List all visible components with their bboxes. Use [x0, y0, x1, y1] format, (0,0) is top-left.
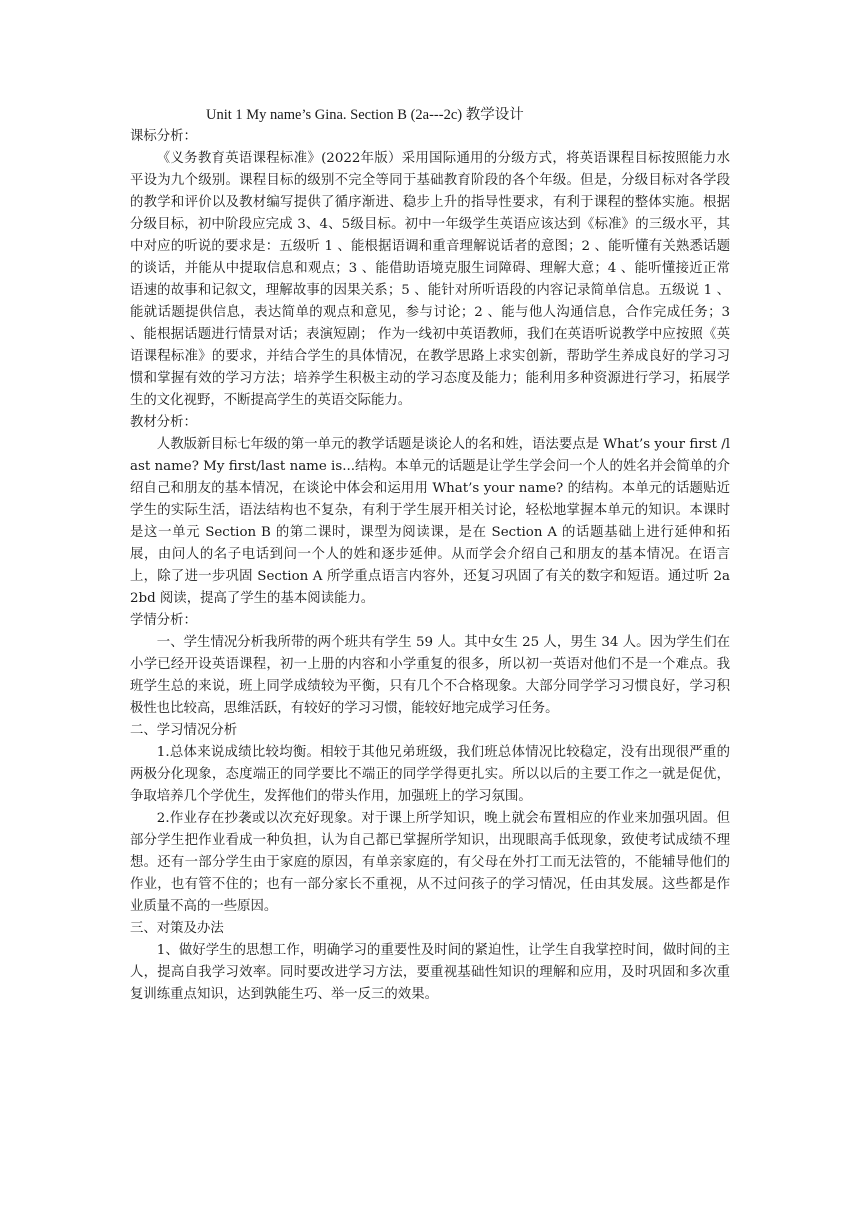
section-heading: 三、对策及办法: [130, 921, 224, 936]
section-student-analysis: [130, 610, 730, 720]
section-learning-situation: [130, 720, 730, 918]
paragraph: 《义务教育英语课程标准》(2022年版）采用国际通用的分级方式，将英语课程目标按照能力水平设为九个级别。课程目标的级别不完全等同于基础教育阶段的各个年级。但是，分级目标对各学段的教学和评价以及教材编写提供了循序渐进、稳步上升的指导性要求，有利于课程的整体实施。根据分级目标，初中阶段应完成 3、4、5级目标。初中一年级学生英语应该达到《标准》的三级水平，其中对应的听说的要求是：五级听 1 、能根据语调和重音理解说话者的意图；2 、能听懂有关熟悉话题的谈话，并能从中提取信息和观点；3 、能借助语境克服生词障碍、理解大意；4 、能听懂接近正常语速的故事和记叙文，理解故事的因果关系；5 、能针对所听语段的内容记录简单信息。五级说 1 、能就话题提供信息，表达简单的观点和意见，参与讨论；2 、能与他人沟通信息，合作完成任务；3 、能根据话题进行情景对话；表演短剧； 作为一线初中英语教师，我们在英语听说教学中应按照《英语课程标准》的要求，并结合学生的具体情况，在教学思路上求实创新，帮助学生养成良好的学习习惯和掌握有效的学习方法；培养学生积极主动的学习态度及能力；能利用多种资源进行学习，拓展学生的文化视野，不断提高学生的英语交际能力。: [130, 151, 730, 408]
paragraph: 人教版新目标七年级的第一单元的教学话题是谈论人的名和姓，语法要点是 What’s your first /last name? My first/last name is...结构。本单元的话题是让学生学会问一个人的姓名并会简单的介绍自己和朋友的基本情况，在谈论中体会和运用用 What’s your name? 的结构。本单元的话题贴近学生的实际生活，语法结构也不复杂，有利于学生展开相关讨论，轻松地掌握本单元的知识。本课时是这一单元 Section B 的第二课时，课型为阅读课，是在 Section A 的话题基础上进行延伸和拓展，由问人的名子电话到问一个人的姓和逐步延伸。从而学会介绍自己和朋友的基本情况。在语言上，除了进一步巩固 Section A 所学重点语言内容外，还复习巩固了有关的数字和短语。通过听 2a 2bd 阅读，提高了学生的基本阅读能力。: [130, 437, 730, 606]
section-heading: 课标分析：: [130, 129, 197, 144]
section-heading: 二、学习情况分析: [130, 723, 238, 738]
section-heading: 学情分析：: [130, 613, 197, 628]
paragraph: 1.总体来说成绩比较均衡。相较于其他兄弟班级，我们班总体情况比较稳定，没有出现很严重的两极分化现象，态度端正的同学要比不端正的同学学得更扎实。所以以后的主要工作之一就是促优，争取培养几个学优生，发挥他们的带头作用，加强班上的学习氛围。: [130, 745, 730, 804]
document-title: Unit 1 My name’s Gina. Section B (2a---2c) 教学设计: [206, 107, 524, 123]
paragraph: 2.作业存在抄袭或以次充好现象。对于课上所学知识，晚上就会布置相应的作业来加强巩固。但部分学生把作业看成一种负担，认为自己都已掌握所学知识，出现眼高手低现象，致使考试成绩不理想。还有一部分学生由于家庭的原因，有单亲家庭的，有父母在外打工而无法管的，不能辅导他们的作业，也有管不住的；也有一部分家长不重视，从不过问孩子的学习情况，任由其发展。这些都是作业质量不高的一些原因。: [130, 811, 730, 914]
document-page: [130, 104, 730, 1006]
section-heading: 教材分析：: [130, 415, 197, 430]
section-countermeasures: [130, 918, 730, 1006]
section-textbook-analysis: [130, 412, 730, 610]
paragraph: 一、学生情况分析我所带的两个班共有学生 59 人。其中女生 25 人，男生 34 人。因为学生们在小学已经开设英语课程，初一上册的内容和小学重复的很多，所以初一英语对他们不是一个难点。我班学生总的来说，班上同学成绩较为平衡，只有几个不合格现象。大部分同学学习习惯良好，学习积极性也比较高，思维活跃，有较好的学习习惯，能较好地完成学习任务。: [130, 635, 730, 716]
paragraph: 1、做好学生的思想工作，明确学习的重要性及时间的紧迫性，让学生自我掌控时间，做时间的主人，提高自我学习效率。同时要改进学习方法，要重视基础性知识的理解和应用，及时巩固和多次重复训练重点知识，达到孰能生巧、举一反三的效果。: [130, 943, 730, 1002]
section-curriculum-analysis: [130, 126, 730, 412]
